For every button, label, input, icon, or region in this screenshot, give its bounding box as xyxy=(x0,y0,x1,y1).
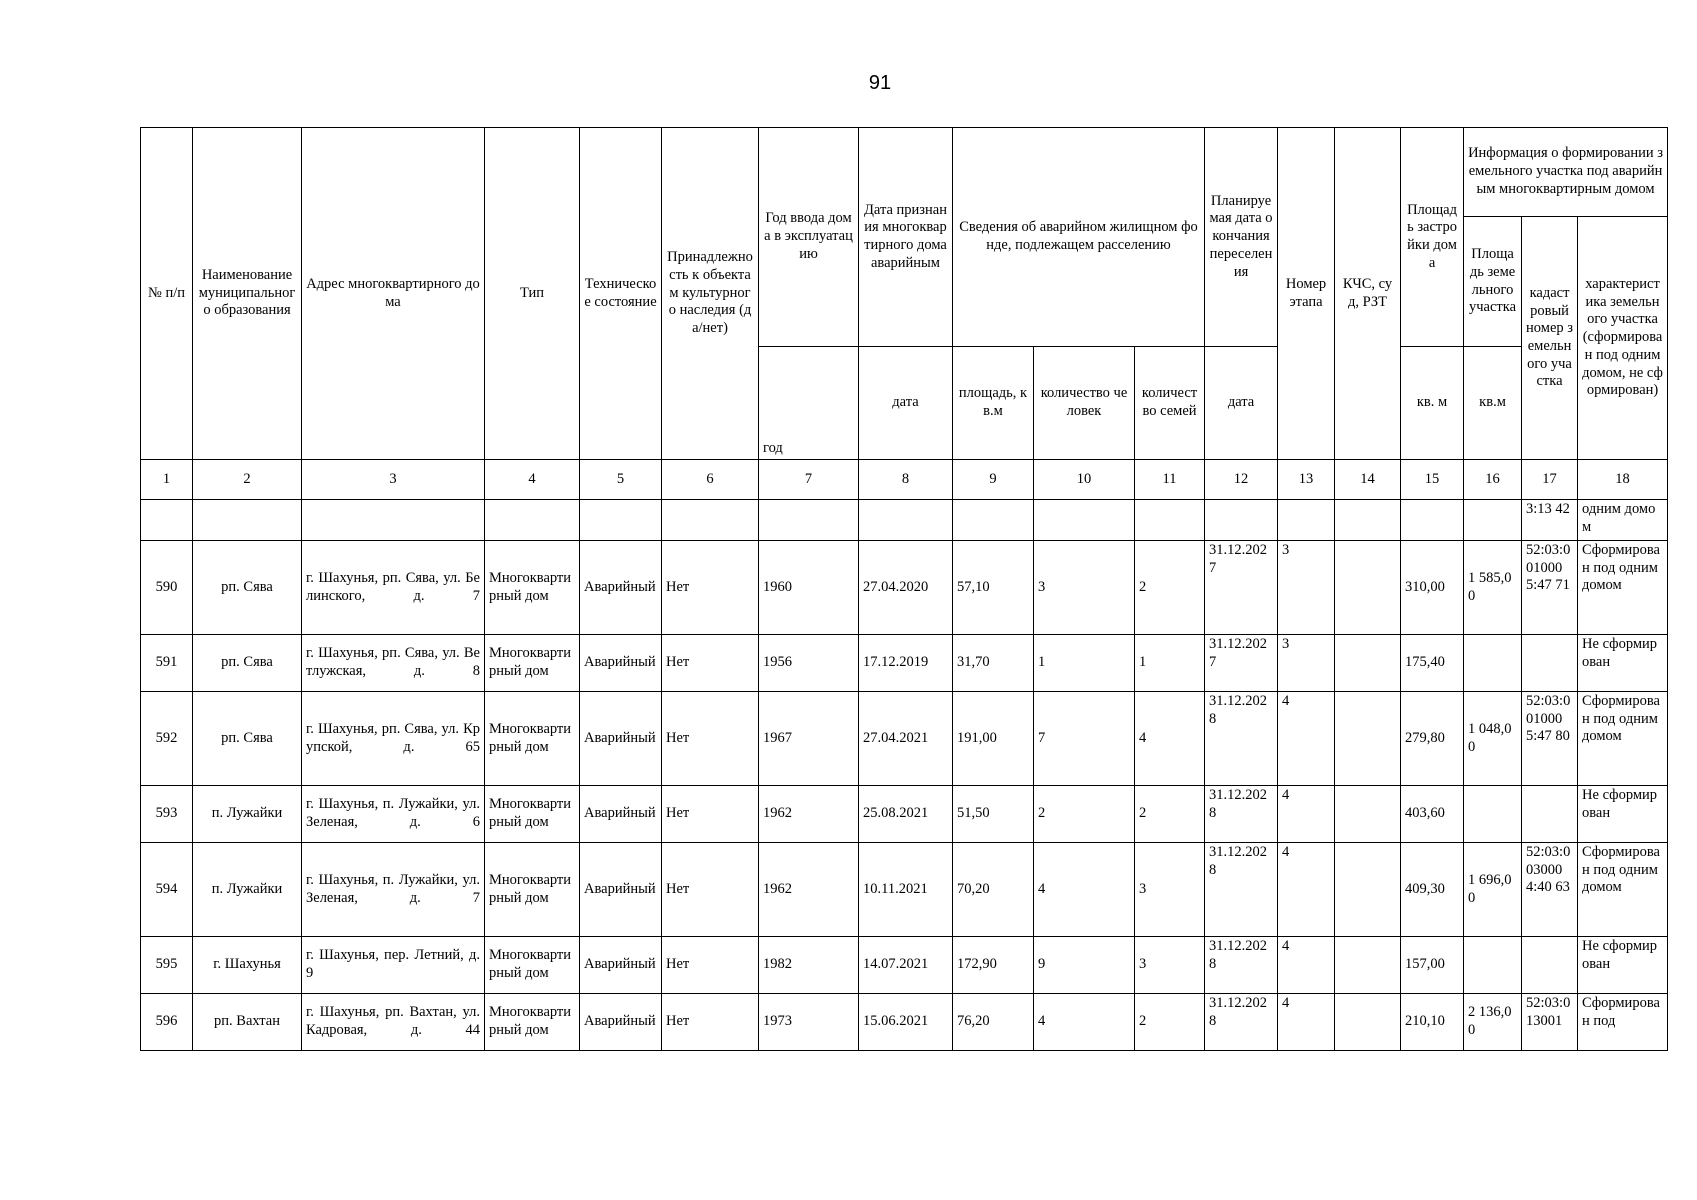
heritage-flag: Нет xyxy=(662,843,759,937)
page-number: 91 xyxy=(868,72,892,94)
column-number: 17 xyxy=(1522,460,1578,500)
land-characteristic: Сформирован под xyxy=(1578,994,1668,1051)
kchs-value xyxy=(1335,635,1401,692)
land-characteristic: Сформирован под одним домом xyxy=(1578,541,1668,635)
building-area: 210,10 xyxy=(1401,994,1464,1051)
header-building-area: Площадь застройки дома xyxy=(1401,128,1464,347)
cadastral-number xyxy=(1522,635,1578,692)
kchs-value xyxy=(1335,541,1401,635)
column-number: 16 xyxy=(1464,460,1522,500)
column-number: 15 xyxy=(1401,460,1464,500)
cadastral-number xyxy=(1522,786,1578,843)
resettle-area: 51,50 xyxy=(953,786,1034,843)
cadastral-number: 52:03:001000 5:47 80 xyxy=(1522,692,1578,786)
municipality: рп. Сява xyxy=(193,692,302,786)
header-cadastral: кадастровый номер земельного участка xyxy=(1522,217,1578,460)
kchs-value xyxy=(1335,937,1401,994)
address: г. Шахунья, пер. Летний, д. 9 xyxy=(302,937,485,994)
family-count: 2 xyxy=(1135,541,1205,635)
column-number: 13 xyxy=(1278,460,1335,500)
building-area: 409,30 xyxy=(1401,843,1464,937)
building-area: 310,00 xyxy=(1401,541,1464,635)
people-count: 3 xyxy=(1034,541,1135,635)
column-number: 18 xyxy=(1578,460,1668,500)
column-number: 11 xyxy=(1135,460,1205,500)
commission-year: 1982 xyxy=(759,937,859,994)
stage-number: 3 xyxy=(1278,541,1335,635)
cadastral-number: 52:03:013001 xyxy=(1522,994,1578,1051)
building-area: 175,40 xyxy=(1401,635,1464,692)
stage-number: 4 xyxy=(1278,937,1335,994)
family-count: 3 xyxy=(1135,843,1205,937)
stage-number: 4 xyxy=(1278,994,1335,1051)
land-characteristic: Сформирован под одним домом xyxy=(1578,692,1668,786)
land-area: 1 048,00 xyxy=(1464,692,1522,786)
header-kchs: КЧС, суд, РЗТ xyxy=(1335,128,1401,460)
column-number: 12 xyxy=(1205,460,1278,500)
commission-year: 1960 xyxy=(759,541,859,635)
planned-date: 31.12.2027 xyxy=(1205,541,1278,635)
header-families-sub: количество семей xyxy=(1135,347,1205,460)
emergency-housing-table xyxy=(140,127,1668,1051)
address: г. Шахунья, рп. Вахтан, ул. Кадровая, д. 44 xyxy=(302,994,485,1051)
table-row xyxy=(141,994,1668,1051)
resettle-area: 172,90 xyxy=(953,937,1034,994)
building-type: Многоквартирный дом xyxy=(485,541,580,635)
land-characteristic: Не сформирован xyxy=(1578,937,1668,994)
family-count: 2 xyxy=(1135,994,1205,1051)
building-type: Многоквартирный дом xyxy=(485,692,580,786)
commission-year: 1956 xyxy=(759,635,859,692)
family-count: 2 xyxy=(1135,786,1205,843)
table-row xyxy=(141,937,1668,994)
heritage-flag: Нет xyxy=(662,541,759,635)
cadastral-number: 52:03:003000 4:40 63 xyxy=(1522,843,1578,937)
header-type: Тип xyxy=(485,128,580,460)
building-type: Многоквартирный дом xyxy=(485,786,580,843)
recognition-date: 14.07.2021 xyxy=(859,937,953,994)
resettle-area: 70,20 xyxy=(953,843,1034,937)
planned-date: 31.12.2028 xyxy=(1205,692,1278,786)
technical-state: Аварийный xyxy=(580,692,662,786)
column-number: 9 xyxy=(953,460,1034,500)
header-emergency-fund: Сведения об аварийном жилищном фонде, подлежащем расселению xyxy=(953,128,1205,347)
address: г. Шахунья, п. Лужайки, ул. Зеленая, д. 6 xyxy=(302,786,485,843)
commission-year: 1962 xyxy=(759,786,859,843)
header-recognition-date: Дата признания многоквартирного дома аварийным xyxy=(859,128,953,347)
row-number: 592 xyxy=(141,692,193,786)
column-number: 3 xyxy=(302,460,485,500)
family-count: 1 xyxy=(1135,635,1205,692)
header-land-info: Информация о формировании земельного участка под аварийным многоквартирным домом xyxy=(1464,128,1668,217)
resettle-area: 191,00 xyxy=(953,692,1034,786)
header-people-sub: количество человек xyxy=(1034,347,1135,460)
heritage-flag: Нет xyxy=(662,994,759,1051)
technical-state: Аварийный xyxy=(580,635,662,692)
land-area xyxy=(1464,937,1522,994)
commission-year: 1962 xyxy=(759,843,859,937)
column-number: 2 xyxy=(193,460,302,500)
row-number: 595 xyxy=(141,937,193,994)
header-date-sub: дата xyxy=(859,347,953,460)
kchs-value xyxy=(1335,692,1401,786)
recognition-date: 15.06.2021 xyxy=(859,994,953,1051)
recognition-date: 27.04.2021 xyxy=(859,692,953,786)
land-characteristic: одним домом xyxy=(1578,500,1668,541)
header-number: № п/п xyxy=(141,128,193,460)
row-number: 590 xyxy=(141,541,193,635)
table-row xyxy=(141,541,1668,635)
column-number: 5 xyxy=(580,460,662,500)
address: г. Шахунья, рп. Сява, ул. Крупской, д. 65 xyxy=(302,692,485,786)
building-area: 157,00 xyxy=(1401,937,1464,994)
kchs-value xyxy=(1335,994,1401,1051)
header-heritage: Принадлежность к объектам культурного наследия (да/нет) xyxy=(662,128,759,460)
family-count: 4 xyxy=(1135,692,1205,786)
technical-state: Аварийный xyxy=(580,994,662,1051)
cadastral-number: 3:13 42 xyxy=(1522,500,1578,541)
land-characteristic: Не сформирован xyxy=(1578,786,1668,843)
building-type: Многоквартирный дом xyxy=(485,994,580,1051)
header-municipality: Наименование муниципального образования xyxy=(193,128,302,460)
planned-date: 31.12.2028 xyxy=(1205,843,1278,937)
municipality: рп. Сява xyxy=(193,541,302,635)
land-area xyxy=(1464,786,1522,843)
header-year-sub: год xyxy=(759,347,859,460)
column-numbers-row xyxy=(141,460,1668,500)
table-row xyxy=(141,692,1668,786)
stage-number: 3 xyxy=(1278,635,1335,692)
land-area: 1 696,00 xyxy=(1464,843,1522,937)
heritage-flag: Нет xyxy=(662,692,759,786)
row-number: 594 xyxy=(141,843,193,937)
header-planned-date: Планируемая дата окончания переселения xyxy=(1205,128,1278,347)
people-count: 1 xyxy=(1034,635,1135,692)
municipality: г. Шахунья xyxy=(193,937,302,994)
recognition-date: 25.08.2021 xyxy=(859,786,953,843)
people-count: 4 xyxy=(1034,843,1135,937)
land-area xyxy=(1464,635,1522,692)
table-header xyxy=(141,128,1668,500)
header-year: Год ввода дома в эксплуатацию xyxy=(759,128,859,347)
address: г. Шахунья, рп. Сява, ул. Белинского, д. 7 xyxy=(302,541,485,635)
cadastral-number: 52:03:001000 5:47 71 xyxy=(1522,541,1578,635)
commission-year: 1973 xyxy=(759,994,859,1051)
header-land-area-sub: кв.м xyxy=(1464,347,1522,460)
family-count: 3 xyxy=(1135,937,1205,994)
row-number: 593 xyxy=(141,786,193,843)
municipality: п. Лужайки xyxy=(193,786,302,843)
municipality: рп. Сява xyxy=(193,635,302,692)
resettle-area: 31,70 xyxy=(953,635,1034,692)
land-characteristic: Не сформирован xyxy=(1578,635,1668,692)
municipality: п. Лужайки xyxy=(193,843,302,937)
column-number: 10 xyxy=(1034,460,1135,500)
land-area: 2 136,00 xyxy=(1464,994,1522,1051)
header-land-characteristic: характеристика земельного участка (сформирован под одним домом, не сформирован) xyxy=(1578,217,1668,460)
planned-date: 31.12.2028 xyxy=(1205,786,1278,843)
people-count: 2 xyxy=(1034,786,1135,843)
row-number: 591 xyxy=(141,635,193,692)
land-area: 1 585,00 xyxy=(1464,541,1522,635)
land-characteristic: Сформирован под одним домом xyxy=(1578,843,1668,937)
commission-year: 1967 xyxy=(759,692,859,786)
cadastral-number xyxy=(1522,937,1578,994)
header-planned-sub: дата xyxy=(1205,347,1278,460)
table-body xyxy=(141,500,1668,1051)
building-type: Многоквартирный дом xyxy=(485,843,580,937)
column-number: 4 xyxy=(485,460,580,500)
planned-date: 31.12.2028 xyxy=(1205,937,1278,994)
table-row xyxy=(141,786,1668,843)
technical-state: Аварийный xyxy=(580,843,662,937)
building-type: Многоквартирный дом xyxy=(485,635,580,692)
row-number: 596 xyxy=(141,994,193,1051)
heritage-flag: Нет xyxy=(662,786,759,843)
resettle-area: 76,20 xyxy=(953,994,1034,1051)
header-technical-state: Техническое состояние xyxy=(580,128,662,460)
column-number: 8 xyxy=(859,460,953,500)
heritage-flag: Нет xyxy=(662,937,759,994)
stage-number: 4 xyxy=(1278,692,1335,786)
table-row xyxy=(141,635,1668,692)
building-area: 403,60 xyxy=(1401,786,1464,843)
heritage-flag: Нет xyxy=(662,635,759,692)
building-type: Многоквартирный дом xyxy=(485,937,580,994)
people-count: 7 xyxy=(1034,692,1135,786)
kchs-value xyxy=(1335,843,1401,937)
table-row xyxy=(141,843,1668,937)
column-number: 1 xyxy=(141,460,193,500)
planned-date: 31.12.2027 xyxy=(1205,635,1278,692)
stage-number: 4 xyxy=(1278,786,1335,843)
header-area-sub: площадь, кв.м xyxy=(953,347,1034,460)
column-number: 14 xyxy=(1335,460,1401,500)
kchs-value xyxy=(1335,786,1401,843)
column-number: 7 xyxy=(759,460,859,500)
resettle-area: 57,10 xyxy=(953,541,1034,635)
header-building-area-sub: кв. м xyxy=(1401,347,1464,460)
recognition-date: 27.04.2020 xyxy=(859,541,953,635)
technical-state: Аварийный xyxy=(580,937,662,994)
header-address: Адрес многоквартирного дома xyxy=(302,128,485,460)
address: г. Шахунья, п. Лужайки, ул. Зеленая, д. 7 xyxy=(302,843,485,937)
people-count: 9 xyxy=(1034,937,1135,994)
building-area: 279,80 xyxy=(1401,692,1464,786)
continuation-row xyxy=(141,500,1668,541)
recognition-date: 17.12.2019 xyxy=(859,635,953,692)
planned-date: 31.12.2028 xyxy=(1205,994,1278,1051)
municipality: рп. Вахтан xyxy=(193,994,302,1051)
technical-state: Аварийный xyxy=(580,786,662,843)
technical-state: Аварийный xyxy=(580,541,662,635)
column-number: 6 xyxy=(662,460,759,500)
stage-number: 4 xyxy=(1278,843,1335,937)
people-count: 4 xyxy=(1034,994,1135,1051)
header-land-area: Площадь земельного участка xyxy=(1464,217,1522,347)
address: г. Шахунья, рп. Сява, ул. Ветлужская, д. 8 xyxy=(302,635,485,692)
header-stage: Номер этапа xyxy=(1278,128,1335,460)
recognition-date: 10.11.2021 xyxy=(859,843,953,937)
